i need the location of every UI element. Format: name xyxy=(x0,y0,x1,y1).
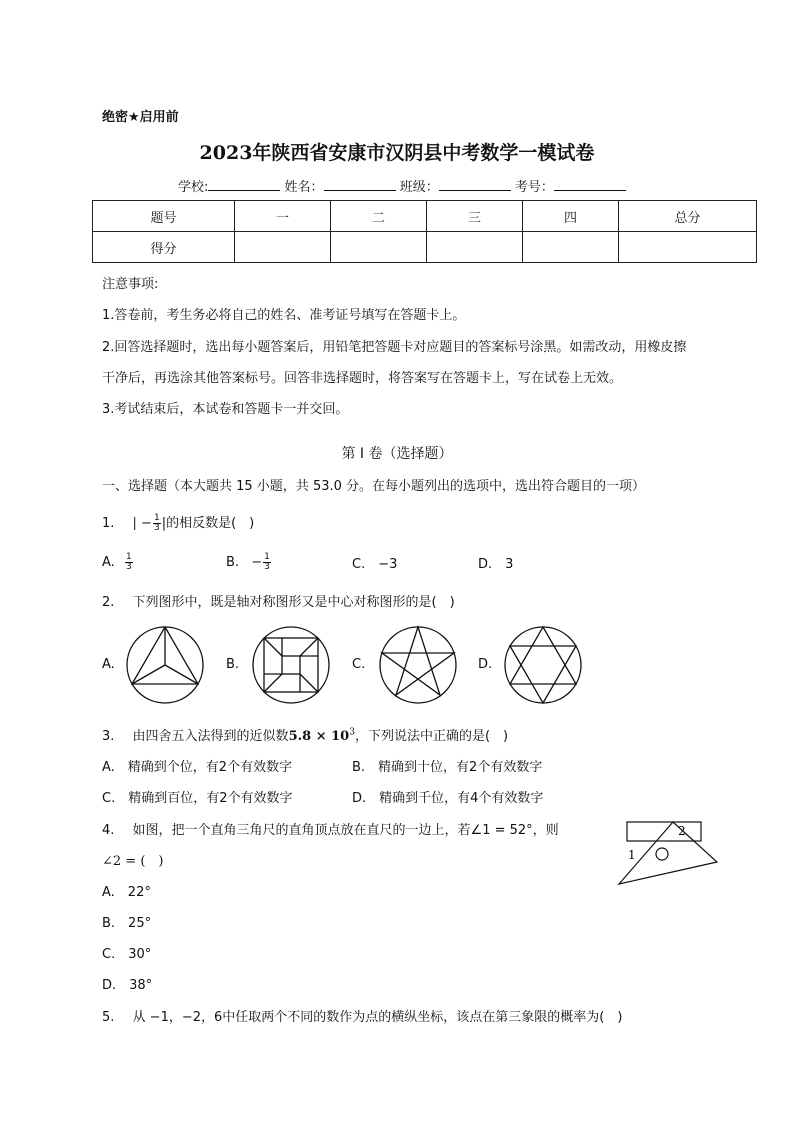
option-a[interactable] xyxy=(102,553,134,572)
q3-exponent: 3 xyxy=(349,727,355,738)
name-blank[interactable] xyxy=(324,178,396,191)
q2-stem: 下列图形中，既是轴对称图形又是中心对称图形的是( ) xyxy=(132,595,455,610)
question-number: 5. xyxy=(102,1010,115,1025)
option-c[interactable]: C. 30° xyxy=(102,947,152,962)
denominator: 3 xyxy=(153,523,160,533)
numerator: 1 xyxy=(264,552,270,562)
table-cell: 得分 xyxy=(93,232,235,263)
minus-sign: − xyxy=(251,555,263,570)
option-d[interactable]: D. 精确到千位，有4个有效数字 xyxy=(352,791,544,806)
fraction xyxy=(153,514,161,533)
q4-stem: 如图，把一个直角三角尺的直角顶点放在直尺的一边上，若∠1 = 52°，则 xyxy=(132,823,559,838)
note-item: 干净后，再选涂其他答案标号。回答非选择题时，将答案写在答题卡上，写在试卷上无效。 xyxy=(102,371,623,386)
angle-1-label: 1 xyxy=(628,848,636,862)
question-2 xyxy=(102,591,455,610)
score-input-cell[interactable] xyxy=(331,232,427,263)
exam-number-label: 考号： xyxy=(514,180,554,195)
option-d[interactable]: D. xyxy=(478,657,493,672)
option-b[interactable]: B. xyxy=(226,657,240,672)
question-3 xyxy=(102,725,508,744)
option-d[interactable]: D. 38° xyxy=(102,978,153,993)
score-input-cell[interactable] xyxy=(619,232,757,263)
score-input-cell[interactable] xyxy=(523,232,619,263)
figure-circle-pentagram xyxy=(378,625,458,705)
exam-title: 2023年陕西省安康市汉阴县中考数学一模试卷 xyxy=(199,142,595,164)
table-row xyxy=(93,201,757,232)
confidential-mark: 绝密★启用前 xyxy=(102,110,179,125)
note-item: 1.答卷前，考生务必将自己的姓名、准考证号填写在答题卡上。 xyxy=(102,308,466,323)
q1-abs-open: | − xyxy=(132,516,152,531)
school-label: 学校: xyxy=(178,180,209,195)
class-label: 班级： xyxy=(399,180,439,195)
denominator: 3 xyxy=(125,562,132,572)
numerator: 1 xyxy=(125,552,132,562)
option-b[interactable] xyxy=(226,553,272,572)
option-a[interactable]: A. 精确到个位，有2个有效数字 xyxy=(102,760,293,775)
name-label: 姓名： xyxy=(284,180,324,195)
option-b[interactable]: B. 25° xyxy=(102,916,152,931)
denominator: 3 xyxy=(264,562,270,572)
figure-circle-triangle xyxy=(125,625,205,705)
note-item: 2.回答选择题时，选出每小题答案后，用铅笔把答题卡对应题目的答案标号涂黑。如需改动，用橡皮擦 xyxy=(102,340,687,355)
q1-stem-suffix: |的相反数是( ) xyxy=(161,516,255,531)
score-table xyxy=(92,200,757,263)
question-number: 3. xyxy=(102,729,115,744)
table-cell: 一 xyxy=(235,201,331,232)
option-c[interactable]: C. −3 xyxy=(352,557,398,572)
question-5 xyxy=(102,1006,622,1025)
table-cell: 总分 xyxy=(619,201,757,232)
question-number: 2. xyxy=(102,595,115,610)
score-input-cell[interactable] xyxy=(427,232,523,263)
option-a[interactable]: A. 22° xyxy=(102,885,151,900)
question-4 xyxy=(102,819,559,838)
table-row xyxy=(93,232,757,263)
note-item: 3.考试结束后，本试卷和答题卡一并交回。 xyxy=(102,402,349,417)
table-cell: 三 xyxy=(427,201,523,232)
option-a[interactable]: A. xyxy=(102,657,115,672)
q5-stem: 从 −1，−2，6中任取两个不同的数作为点的横纵坐标，该点在第三象限的概率为( ) xyxy=(132,1010,623,1025)
option-label: A. xyxy=(102,555,115,570)
q3-stem-a: 由四舍五入法得到的近似数 xyxy=(132,729,289,744)
table-cell: 四 xyxy=(523,201,619,232)
class-blank[interactable] xyxy=(439,178,511,191)
q3-expression: 5.8 × 10 xyxy=(288,729,350,744)
part-instructions: 一、选择题（本大题共 15 小题，共 53.0 分。在每小题列出的选项中，选出符合题目的一项） xyxy=(102,479,646,494)
fraction xyxy=(263,553,271,572)
figure-circle-pinwheel xyxy=(251,625,331,705)
question-number: 1. xyxy=(102,516,115,531)
figure-circle-hexagram xyxy=(503,625,583,705)
school-blank[interactable] xyxy=(208,178,280,191)
angle-2-label: 2 xyxy=(678,824,686,838)
exam-number-blank[interactable] xyxy=(554,178,626,191)
option-c[interactable]: C. xyxy=(352,657,366,672)
score-input-cell[interactable] xyxy=(235,232,331,263)
option-c[interactable]: C. 精确到百位，有2个有效数字 xyxy=(102,791,293,806)
option-b[interactable]: B. 精确到十位，有2个有效数字 xyxy=(352,760,543,775)
option-label: B. xyxy=(226,555,240,570)
notes-heading: 注意事项: xyxy=(102,277,159,292)
question-1 xyxy=(102,512,254,533)
table-cell: 二 xyxy=(331,201,427,232)
student-info-line xyxy=(178,176,626,195)
q3-stem-b: ，下列说法中正确的是( ) xyxy=(354,729,509,744)
table-cell: 题号 xyxy=(93,201,235,232)
q4-stem-continued: ∠2 = ( ) xyxy=(102,854,164,869)
question-number: 4. xyxy=(102,823,115,838)
section-title: 第 I 卷（选择题） xyxy=(341,446,453,462)
fraction xyxy=(125,553,133,572)
option-d[interactable]: D. 3 xyxy=(478,557,514,572)
figure-ruler-triangle xyxy=(614,818,724,888)
numerator: 1 xyxy=(153,513,160,523)
